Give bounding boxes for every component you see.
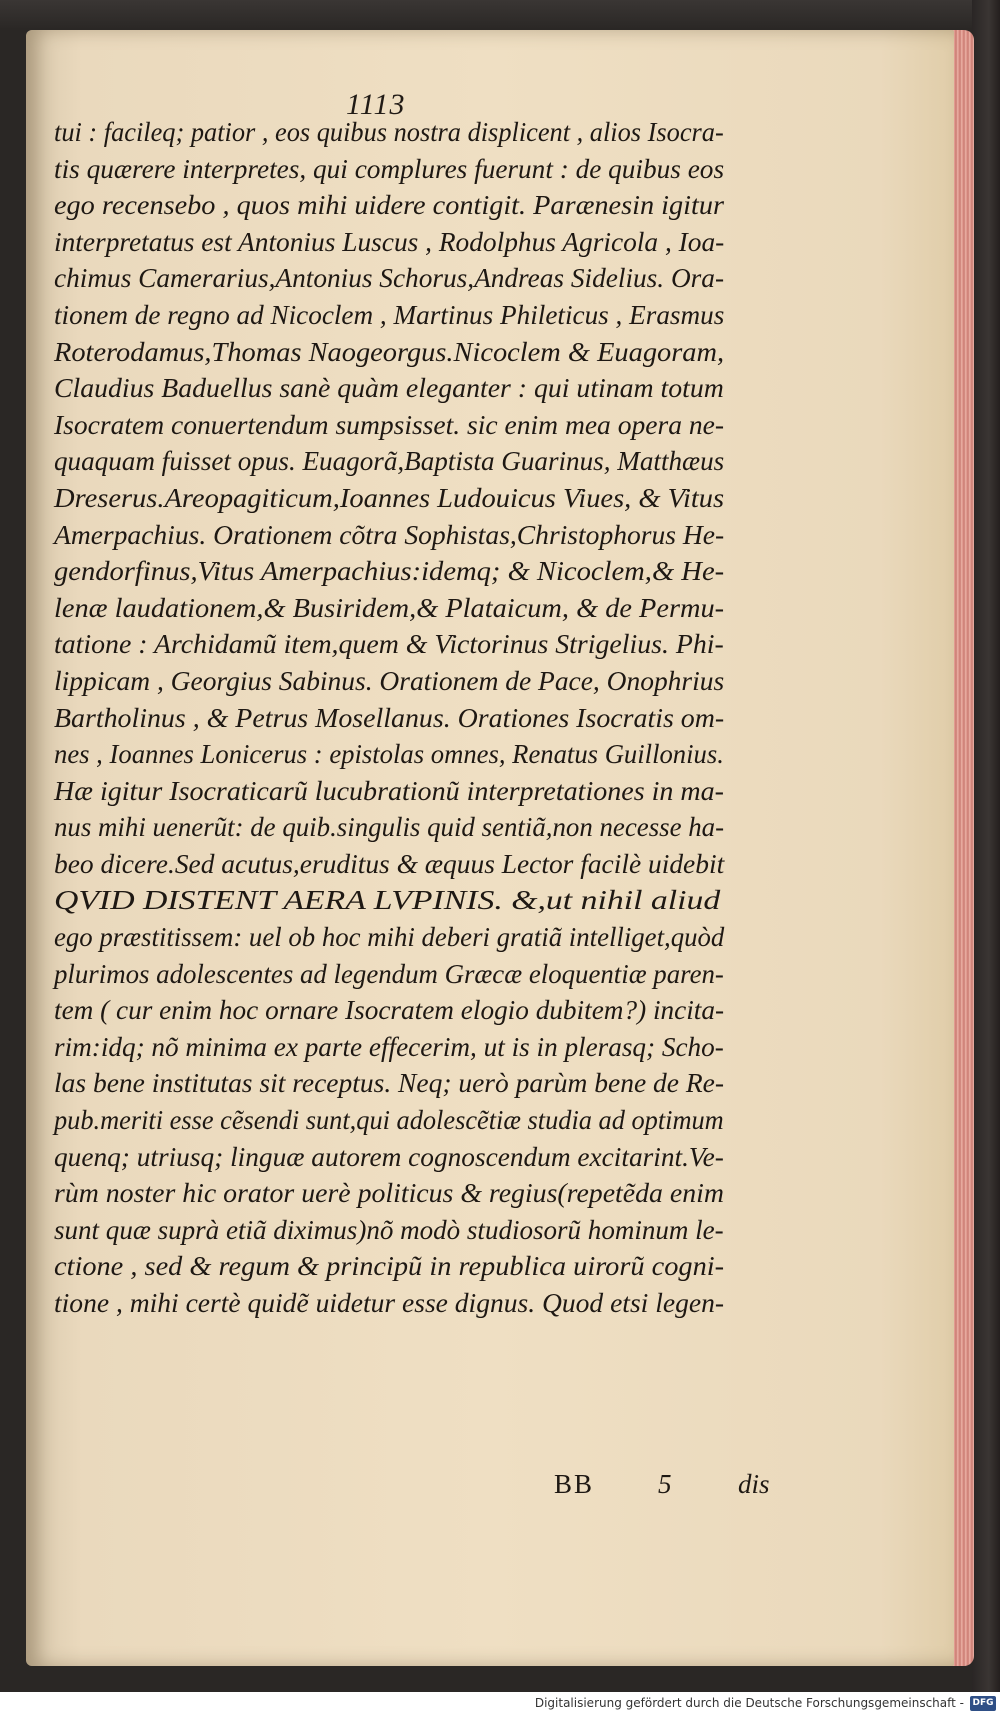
text-line: Dreserus.Areopagiticum,Ioannes Ludouicus Viues, & Vitus	[54, 482, 725, 513]
signature-mark: BB	[554, 1469, 595, 1499]
text-line: quenq; utriusq; linguæ autorem cognoscendum excitarint.Ve-	[54, 1141, 724, 1172]
signature-line	[54, 1466, 770, 1506]
book-cover-top	[0, 0, 1000, 28]
text-line: Isocratem conuertendum sumpsisset. sic enim mea opera ne-	[54, 409, 725, 440]
text-line: chimus Camerarius,Antonius Schorus,Andreas Sidelius. Ora-	[54, 263, 725, 294]
text-line: tem ( cur enim hoc ornare Isocratem elogio dubitem?) incita-	[54, 995, 725, 1026]
text-line: nus mihi uenerũt: de quib.singulis quid sentiã,non necesse ha-	[54, 812, 725, 843]
text-line: Amerpachius. Orationem cõtra Sophistas,Christophorus He-	[54, 519, 725, 550]
text-line: nes , Ioannes Lonicerus : epistolas omnes, Renatus Guillonius.	[54, 739, 724, 770]
funding-credit: Digitalisierung gefördert durch die Deutsche Forschungsgemeinschaft -	[534, 1696, 964, 1710]
signature-number: 5	[658, 1469, 672, 1499]
text-line: rim:idq; nõ minima ex parte effecerim, ut is in plerasq; Scho-	[54, 1031, 724, 1062]
text-line: ego præstitissem: uel ob hoc mihi deberi gratiã intelliget,quòd	[54, 922, 725, 953]
digitization-footer	[0, 1692, 1000, 1716]
page-number: 1113	[346, 88, 406, 121]
book-page	[26, 30, 954, 1666]
text-line: tionem de regno ad Nicoclem , Martinus Phileticus , Erasmus	[54, 299, 725, 330]
text-line: Claudius Baduellus sanè quàm eleganter : qui utinam totum	[54, 373, 724, 404]
text-line: tatione : Archidamũ item,quem & Victorinus Strigelius. Phi-	[54, 629, 724, 660]
text-line: tui : facileq; patior , eos quibus nostra displicent , alios Isocra-	[54, 117, 724, 147]
text-line: pub.meriti esse cẽsendi sunt,qui adolescẽtiæ studia ad optimum	[54, 1105, 724, 1136]
text-line: ego recensebo , quos mihi uidere contigit. Parænesin igitur	[54, 190, 724, 221]
book-cover-right	[972, 0, 1000, 1716]
text-line: interpretatus est Antonius Luscus , Rodolphus Agricola , Ioa-	[54, 226, 725, 257]
text-line: Hæ igitur Isocraticarũ lucubrationũ interpretationes in ma-	[54, 775, 724, 806]
text-line: quaquam fuisset opus. Euagorã,Baptista Guarinus, Matthæus	[54, 446, 725, 477]
text-line: ctione , sed & regum & principũ in republica uirorũ cogni-	[54, 1251, 725, 1282]
text-line: Bartholinus , & Petrus Mosellanus. Orationes Isocratis om-	[54, 702, 725, 733]
text-line: rùm noster hic orator uerè politicus & regius(repetẽda enim	[54, 1178, 724, 1209]
catchword: dis	[738, 1469, 770, 1499]
text-line: lippicam , Georgius Sabinus. Orationem de Pace, Onophrius	[54, 665, 725, 696]
text-line: las bene institutas sit receptus. Neq; uerò parùm bene de Re-	[54, 1068, 724, 1099]
body-text	[54, 114, 770, 1499]
text-line: plurimos adolescentes ad legendum Græcæ eloquentiæ paren-	[54, 958, 724, 989]
text-line: gendorfinus,Vitus Amerpachius:idemq; & Nicoclem,& He-	[54, 556, 725, 587]
dfg-logo: DFG	[970, 1696, 996, 1711]
text-line: sunt quæ suprà etiã diximus)nõ modò studiosorũ hominum le-	[54, 1214, 724, 1245]
text-line: tis quærere interpretes, qui complures fuerunt : de quibus eos	[54, 153, 725, 184]
text-line: tione , mihi certè quidẽ uidetur esse dignus. Quod etsi legen-	[54, 1288, 725, 1318]
text-line: Roterodamus,Thomas Naogeorgus.Nicoclem & Euagoram,	[54, 336, 725, 367]
text-line: beo dicere.Sed acutus,eruditus & æquus Lector facilè uidebit	[54, 848, 725, 879]
text-line: lenæ laudationem,& Busiridem,& Plataicum, & de Permu-	[54, 592, 725, 623]
text-line: QVID DISTENT AERA LVPINIS. &,ut nihil aliud	[54, 885, 721, 916]
